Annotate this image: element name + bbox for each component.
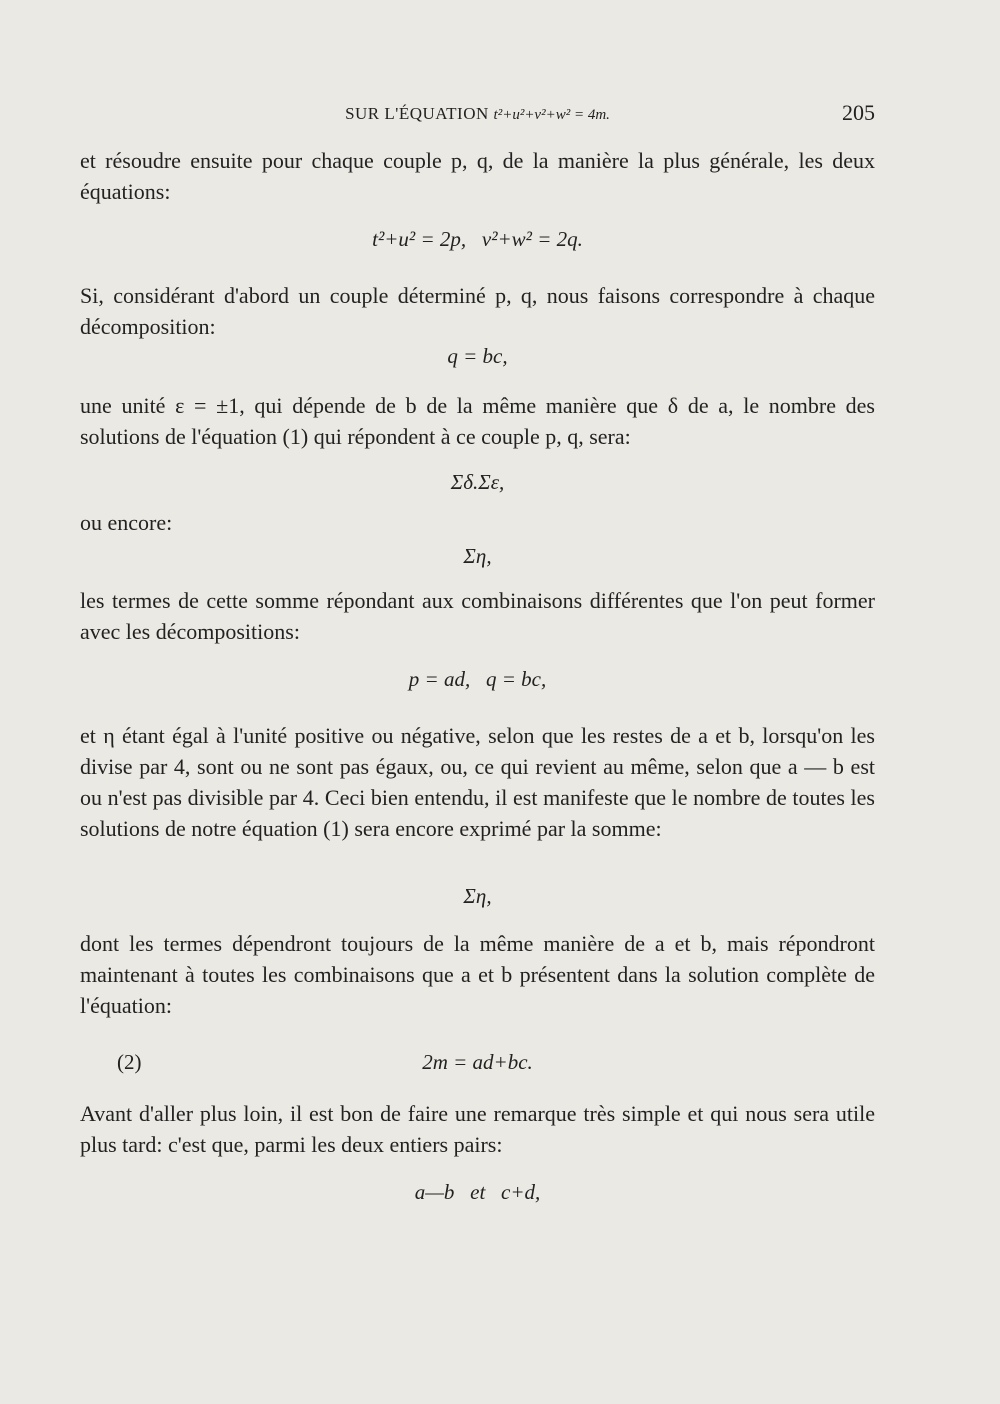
paragraph-2: Si, considérant d'abord un couple déterminé p, q, nous faisons correspondre à chaque décomposition:: [80, 283, 875, 339]
paragraph-1: et résoudre ensuite pour chaque couple p, q, de la manière la plus générale, les deux équations:: [80, 148, 875, 204]
running-title-text: SUR L'ÉQUATION: [345, 104, 489, 123]
running-title-equation: t²+u²+v²+w² = 4m.: [493, 107, 610, 123]
equation-1: t²+u² = 2p, v²+w² = 2q.: [372, 227, 583, 251]
equation-7-label: (2): [117, 1050, 142, 1074]
running-header: [80, 100, 875, 132]
paragraph-6: et η étant égal à l'unité positive ou négative, selon que les restes de a et b, lorsqu'on les divise par 4, sont ou ne sont pas égaux, ou, ce qui revient au même, selon que a — b est ou n'est pas divisible par 4. Ceci bien entendu, il est manifeste que le nombre de toutes les solutions de notre équation (1) sera encore exprimé par la somme:: [80, 723, 875, 841]
paragraph-8: Avant d'aller plus loin, il est bon de faire une remarque très simple et qui nous sera utile plus tard: c'est que, parmi les deux entiers pairs:: [80, 1101, 875, 1157]
paragraph-4: ou encore:: [80, 510, 173, 535]
paragraph-3: une unité ε = ±1, qui dépende de b de la même manière que δ de a, le nombre des solutions de l'équation (1) qui répondent à ce couple p, q, sera:: [80, 393, 875, 449]
equation-5: p = ad, q = bc,: [408, 667, 547, 691]
running-title: [80, 104, 875, 124]
paragraph-7: dont les termes dépendront toujours de la même manière de a et b, mais répondront maintenant à toutes les combinaisons que a et b présentent dans la solution complète de l'équation:: [80, 931, 875, 1018]
equation-3: Σδ.Σε,: [450, 470, 505, 494]
equation-4: Ση,: [463, 544, 492, 568]
equation-8: a—b et c+d,: [414, 1180, 541, 1204]
paragraph-5: les termes de cette somme répondant aux combinaisons différentes que l'on peut former avec les décompositions:: [80, 588, 875, 644]
equation-2: q = bc,: [447, 344, 508, 368]
equation-6: Ση,: [463, 884, 492, 908]
equation-7: 2m = ad+bc.: [422, 1050, 533, 1074]
page-number: 205: [842, 100, 875, 125]
